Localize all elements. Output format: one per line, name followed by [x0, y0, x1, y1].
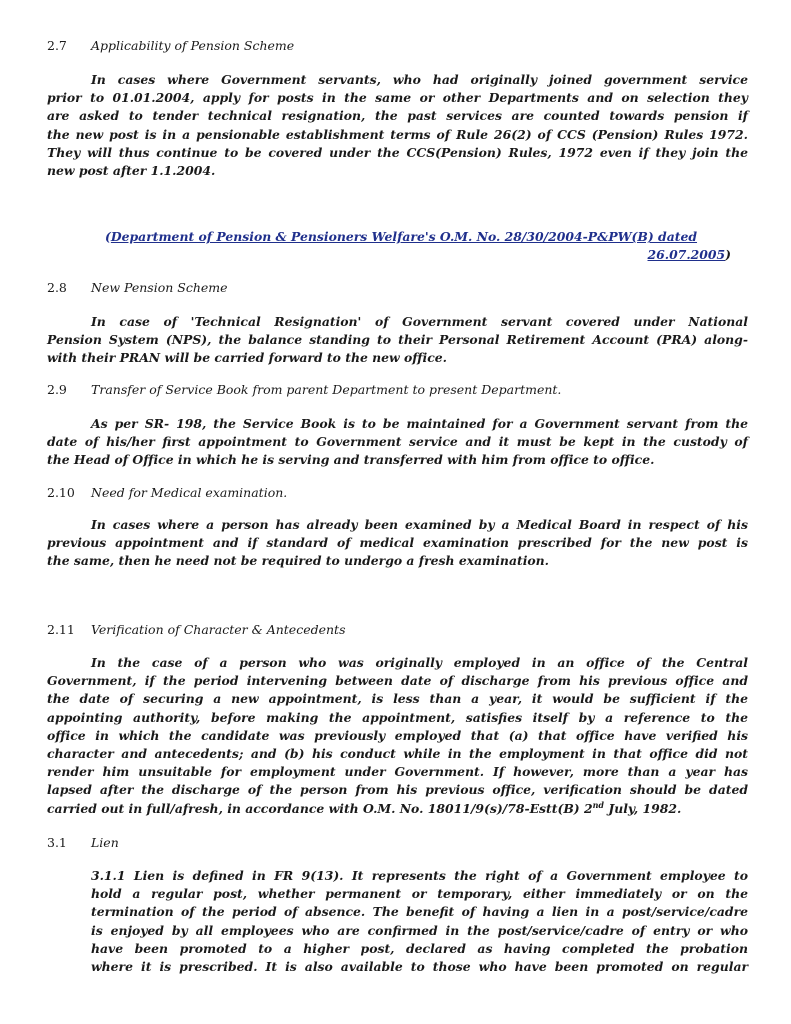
reference-line-1[interactable]: Department of Pension & Pensioners Welfare's O.M. No. 28/30/2004-P&PW(B) dated — [110, 229, 698, 244]
text-line: office in which the candidate was previously employed that (a) that office have verified his — [47, 727, 748, 743]
text-line: the Head of Office in which he is serving and transferred with him from office to office. — [47, 452, 655, 468]
text-line: new post after 1.1.2004. — [47, 163, 216, 179]
section-number: 2.9 — [47, 382, 67, 397]
text-segment: July, 1982. — [604, 800, 682, 816]
text-line: lapsed after the discharge of the person from his previous office, verification should be dated — [47, 782, 748, 798]
text-line: with their PRAN will be carried forward to the new office. — [47, 350, 447, 366]
section-2-8-paragraph — [47, 313, 748, 368]
text-line: termination of the period of absence. The benefit of having a lien in a post/service/cadre — [91, 904, 748, 920]
text-line: character and antecedents; and (b) his conduct while in the employment in that office did not — [47, 746, 748, 762]
text-line: where it is prescribed. It is also available to those who have been promoted on regular — [91, 959, 748, 975]
section-title: Applicability of Pension Scheme — [91, 38, 295, 53]
text-line: are asked to tender technical resignation, the past services are counted towards pension if — [47, 108, 748, 124]
text-line: the date of securing a new appointment, is less than a year, it would be sufficient if the — [47, 691, 748, 707]
section-title: Transfer of Service Book from parent Department to present Department. — [91, 382, 562, 397]
om-reference-link[interactable] — [105, 228, 731, 264]
section-2-7-paragraph — [47, 71, 748, 180]
section-2-11-paragraph — [47, 654, 748, 818]
section-number: 3.1 — [47, 835, 67, 850]
section-title: Verification of Character & Antecedents — [91, 622, 346, 637]
text-line: They will thus continue to be covered under the CCS(Pension) Rules, 1972 even if they join the — [47, 144, 748, 160]
text-line: In cases where Government servants, who had originally joined government service — [91, 72, 748, 87]
text-line: As per SR- 198, the Service Book is to be maintained for a Government servant from the — [91, 416, 748, 431]
section-title: Need for Medical examination. — [91, 485, 288, 500]
text-line: render him unsuitable for employment under Government. If however, more than a year has — [47, 764, 748, 780]
section-2-10-heading — [47, 485, 287, 501]
text-line: 3.1.1 Lien is defined in FR 9(13). It represents the right of a Government employee to — [91, 868, 748, 883]
text-line: In cases where a person has already been examined by a Medical Board in respect of his — [91, 517, 748, 532]
text-line: previous appointment and if standard of medical examination prescribed for the new post is — [47, 535, 748, 551]
text-line: appointing authority, before making the appointment, satisfies itself by a reference to the — [47, 709, 748, 725]
text-line: prior to 01.01.2004, apply for posts in the same or other Departments and on selection they — [47, 90, 748, 106]
section-number: 2.11 — [47, 622, 75, 637]
text-line: Government, if the period intervening between date of discharge from his previous office and — [47, 673, 748, 689]
section-2-7-heading — [47, 38, 294, 54]
text-line: hold a regular post, whether permanent or temporary, either immediately or on the — [91, 886, 748, 902]
open-paren: ( — [105, 229, 111, 244]
section-2-9-heading — [47, 382, 561, 398]
text-line: date of his/her first appointment to Government service and it must be kept in the custody of — [47, 434, 748, 450]
section-number: 2.7 — [47, 38, 67, 53]
text-line: In the case of a person who was originally employed in an office of the Central — [91, 655, 748, 670]
text-line: have been promoted to a higher post, declared as having completed the probation — [91, 940, 748, 956]
text-line-final — [47, 800, 748, 818]
text-line: the same, then he need not be required to undergo a fresh examination. — [47, 553, 549, 569]
ordinal-superscript: nd — [592, 799, 605, 810]
section-number: 2.8 — [47, 280, 67, 295]
text-line: Pension System (NPS), the balance standing to their Personal Retirement Account (PRA) along- — [47, 332, 748, 348]
text-segment: carried out in full/afresh, in accordance with O.M. No. 18011/9(s)/78-Estt(B) 2 — [47, 800, 593, 816]
reference-date[interactable]: 26.07.2005 — [647, 247, 726, 262]
section-number: 2.10 — [47, 485, 75, 500]
section-3-1-heading — [47, 835, 119, 851]
section-2-11-heading — [47, 622, 346, 638]
text-line: In case of 'Technical Resignation' of Government servant covered under National — [91, 314, 748, 329]
section-2-10-paragraph — [47, 516, 748, 571]
section-title: Lien — [91, 835, 119, 850]
section-2-9-paragraph — [47, 415, 748, 470]
text-line: the new post is in a pensionable establishment terms of Rule 26(2) of CCS (Pension) Rules 1972. — [47, 126, 748, 142]
text-line: is enjoyed by all employees who are confirmed in the post/service/cadre of entry or who — [91, 922, 748, 938]
section-title: New Pension Scheme — [91, 280, 228, 295]
close-paren: ) — [725, 247, 731, 262]
section-3-1-1-paragraph — [91, 867, 748, 976]
section-2-8-heading — [47, 280, 228, 296]
